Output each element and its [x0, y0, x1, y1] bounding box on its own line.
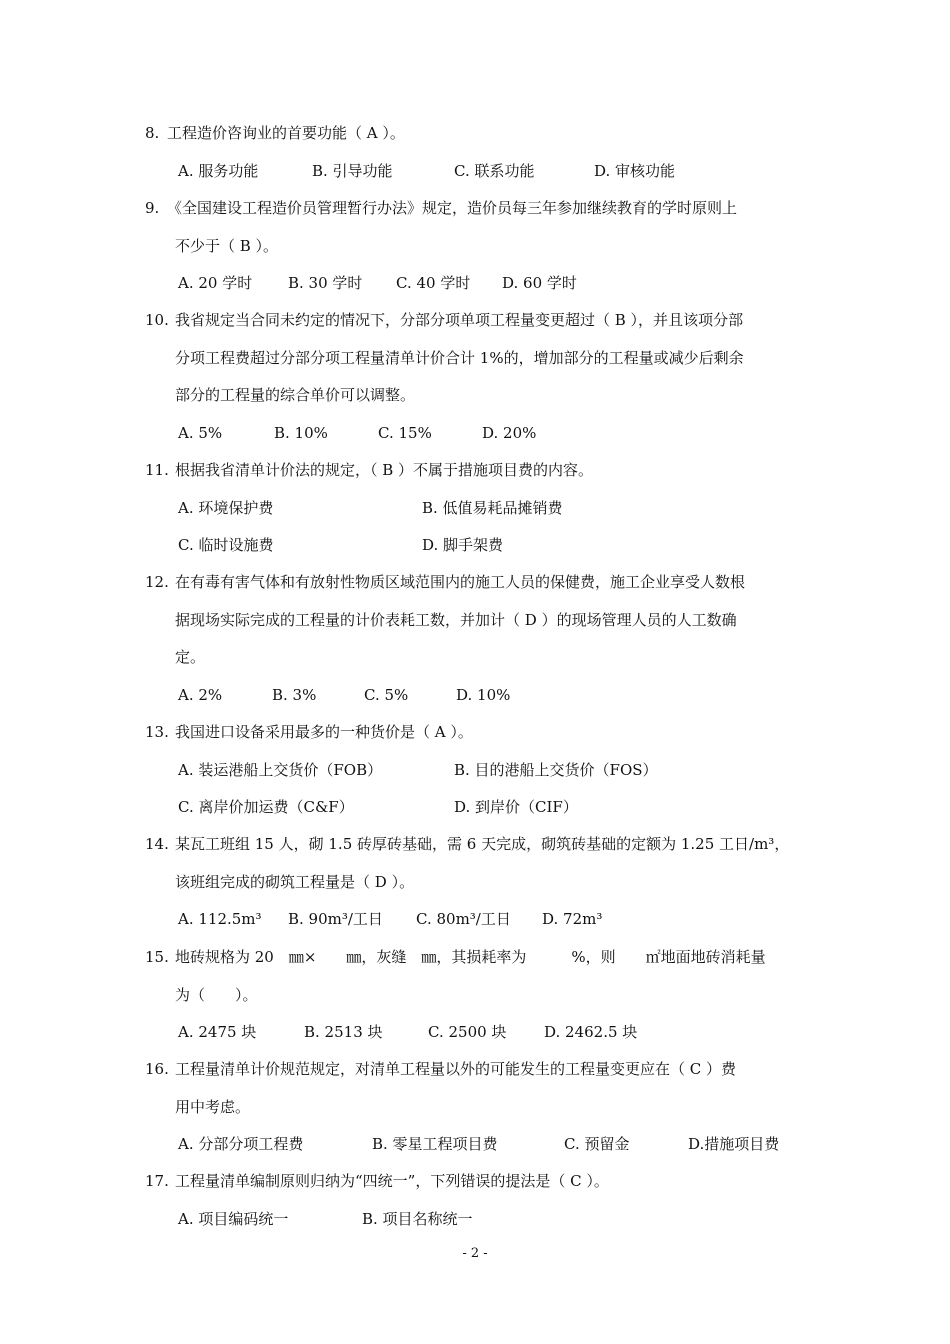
question-text: 部分的工程量的综合单价可以调整。: [175, 386, 416, 404]
question-text: 用中考虑。: [175, 1097, 251, 1116]
option-d: D. 20%: [482, 423, 537, 442]
option-b: B. 3%: [272, 685, 317, 704]
question-number: 16.: [145, 1060, 169, 1078]
question-text-line: [145, 1089, 815, 1127]
question-text-line: [145, 340, 815, 378]
option-b: B. 目的港船上交货价（FOS）: [454, 760, 658, 779]
question-text: 我省规定当合同未约定的情况下，分部分项单项工程量变更超过（ B ），并且该项分部: [175, 311, 744, 329]
question-number: 15.: [145, 948, 169, 966]
question-text: 分项工程费超过分部分项工程量清单计价合计 1%的，增加部分的工程量或减少后剩余: [175, 348, 744, 367]
question-text-line: [145, 826, 815, 864]
question-number: 13.: [145, 723, 169, 741]
option-d: D. 2462.5 块: [544, 1023, 638, 1041]
option-d: D. 审核功能: [594, 161, 676, 180]
question-text-line: [145, 1051, 815, 1089]
question-text: 据现场实际完成的工程量的计价表耗工数，并加计（ D ）的现场管理人员的人工数确: [175, 610, 737, 629]
question-text: 该班组完成的砌筑工程量是（ D ）。: [175, 872, 415, 891]
question-number: 12.: [145, 573, 169, 591]
question-text-line: [145, 377, 815, 415]
option-d: D. 60 学时: [502, 274, 577, 292]
question-12: [145, 564, 815, 677]
option-a: A. 装运港船上交货价（FOB）: [178, 760, 383, 779]
page-number: - 2 -: [462, 1246, 488, 1261]
question-number: 9.: [145, 199, 160, 217]
question-text: 定。: [175, 648, 206, 666]
option-d: D. 10%: [456, 685, 511, 704]
option-c: C. 15%: [378, 423, 432, 442]
option-c: C. 80m³/工日: [416, 910, 511, 928]
option-b: B. 低值易耗品摊销费: [422, 498, 563, 517]
question-number: 11.: [145, 461, 169, 479]
question-text: 工程量清单编制原则归纳为“四统一”，下列错误的提法是（ C ）。: [175, 1172, 609, 1190]
option-c: C. 40 学时: [396, 274, 471, 292]
option-a: A. 112.5m³: [178, 910, 262, 928]
question-10: [145, 302, 815, 415]
option-c: C. 2500 块: [428, 1023, 507, 1041]
question-text-line: [145, 190, 815, 228]
question-text: 不少于（ B ）。: [175, 236, 279, 255]
question-text: 某瓦工班组 15 人，砌 1.5 砖厚砖基础，需 6 天完成，砌筑砖基础的定额为 1.25 工日/m³，: [175, 835, 790, 853]
question-text-line: [145, 115, 815, 153]
question-text-line: [145, 228, 815, 266]
question-9: [145, 190, 815, 265]
question-11: [145, 452, 815, 490]
question-17: [145, 1163, 815, 1201]
option-b: B. 项目名称统一: [362, 1209, 473, 1228]
option-a: A. 环境保护费: [178, 498, 274, 517]
option-b: B. 引导功能: [312, 161, 393, 180]
question-text-line: [145, 564, 815, 602]
option-a: A. 20 学时: [178, 274, 253, 292]
option-c: C. 联系功能: [454, 161, 535, 180]
option-a: A. 5%: [178, 423, 223, 442]
option-a: A. 2475 块: [178, 1023, 257, 1041]
option-d: D. 脚手架费: [422, 536, 504, 554]
option-d: D. 72m³: [542, 910, 603, 928]
option-b: B. 90m³/工日: [288, 910, 383, 928]
question-14: [145, 826, 815, 901]
option-c: C. 预留金: [564, 1135, 630, 1153]
option-c: C. 临时设施费: [178, 536, 274, 554]
option-b: B. 30 学时: [288, 274, 363, 292]
question-13: [145, 714, 815, 752]
question-number: 10.: [145, 311, 169, 329]
option-a: A. 分部分项工程费: [178, 1135, 304, 1153]
question-text-line: [145, 864, 815, 902]
question-text-line: [145, 302, 815, 340]
question-text-line: [145, 977, 815, 1015]
question-15: [145, 939, 815, 1014]
option-d: D. 到岸价（CIF）: [454, 798, 578, 816]
question-text: 我国进口设备采用最多的一种货价是（ A ）。: [175, 723, 473, 741]
question-number: 14.: [145, 835, 169, 853]
option-a: A. 服务功能: [178, 161, 259, 180]
question-8: [145, 115, 815, 153]
question-text: 根据我省清单计价法的规定，（ B ）不属于措施项目费的内容。: [175, 461, 594, 479]
question-text-line: [145, 602, 815, 640]
option-d: D.措施项目费: [688, 1135, 780, 1153]
question-text-line: [145, 714, 815, 752]
option-c: C. 离岸价加运费（C&F）: [178, 798, 354, 816]
question-text: 工程造价咨询业的首要功能（ A ）。: [167, 124, 405, 142]
question-text-line: [145, 1163, 815, 1201]
question-number: 17.: [145, 1172, 169, 1190]
question-text-line: [145, 639, 815, 677]
option-a: A. 项目编码统一: [178, 1209, 289, 1228]
question-16: [145, 1051, 815, 1126]
question-text-line: [145, 452, 815, 490]
question-text: 地砖规格为 20 ㎜× ㎜，灰缝 ㎜，其损耗率为 %，则 ㎡地面地砖消耗量: [175, 948, 766, 966]
option-b: B. 10%: [274, 423, 328, 442]
option-b: B. 2513 块: [304, 1023, 383, 1041]
option-c: C. 5%: [364, 685, 409, 704]
option-b: B. 零星工程项目费: [372, 1135, 498, 1153]
question-number: 8.: [145, 124, 160, 142]
option-a: A. 2%: [178, 685, 223, 704]
question-text: 《全国建设工程造价员管理暂行办法》规定，造价员每三年参加继续教育的学时原则上: [167, 199, 738, 217]
question-text: 为（ ）。: [175, 985, 258, 1004]
question-text: 工程量清单计价规范规定，对清单工程量以外的可能发生的工程量变更应在（ C ）费: [175, 1060, 737, 1078]
question-text: 在有毒有害气体和有放射性物质区域范围内的施工人员的保健费，施工企业享受人数根: [175, 573, 746, 591]
question-text-line: [145, 939, 815, 977]
